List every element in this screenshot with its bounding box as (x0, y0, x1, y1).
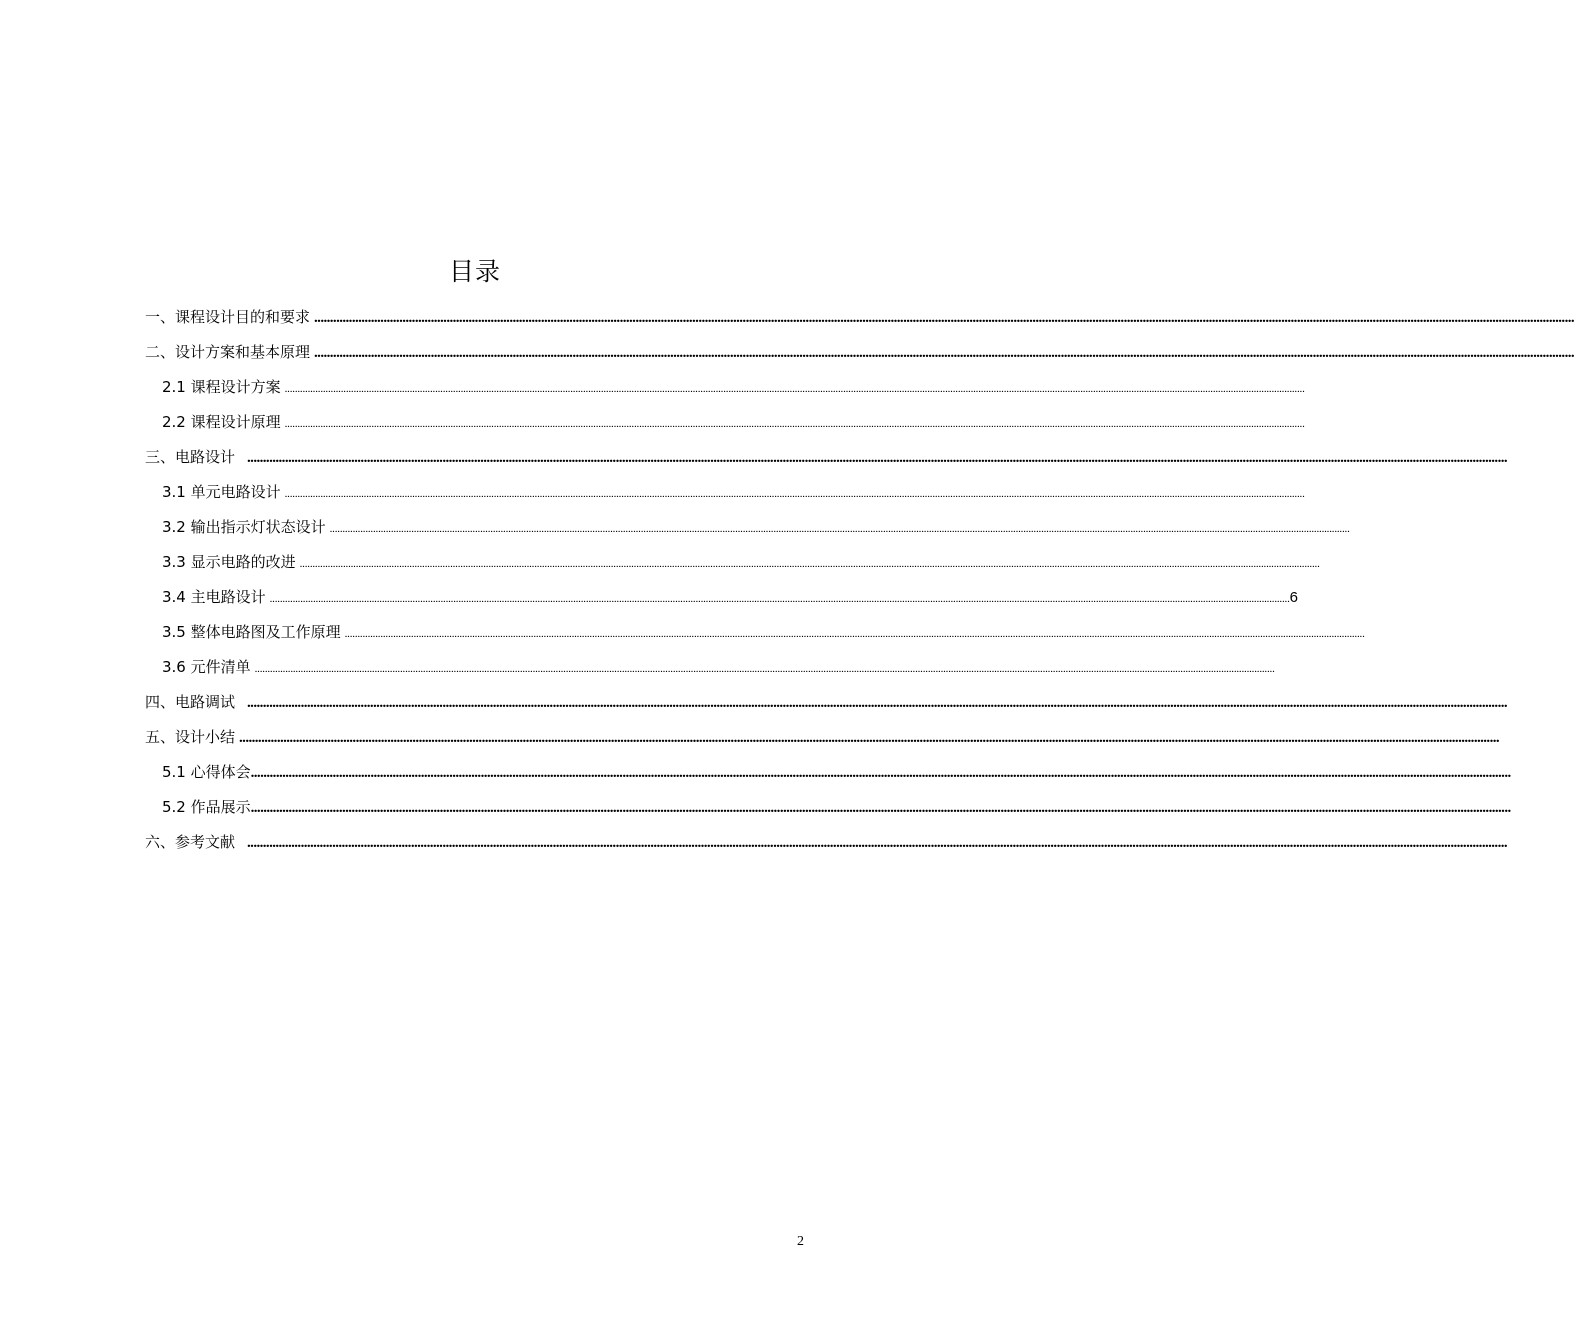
toc-entry-label: 3.5 整体电路图及工作原理 (162, 623, 341, 641)
toc-leader-dots: ................................................................................................................................................................................................................................................................................................................................................................................................................ (314, 310, 1574, 326)
toc-entry[interactable] (145, 726, 1500, 748)
toc-entry-label: 六、参考文献 (145, 833, 236, 851)
toc-entry-label: 3.2 输出指示灯状态设计 (162, 518, 326, 536)
toc-leader-dots: ................................................................................................................................................................................................................................................................................................................................................................................................................ (344, 628, 1365, 640)
toc-entry[interactable] (162, 656, 1275, 678)
toc-entry-label: 3.4 主电路设计 (162, 588, 266, 606)
toc-title: 目录 (448, 257, 501, 286)
toc-entry[interactable] (145, 831, 1508, 853)
toc-entry-label: 一、课程设计目的和要求 (145, 308, 311, 326)
toc-entry[interactable] (162, 796, 1511, 818)
toc-leader-dots: ................................................................................................................................................................................................................................................................................................................................................................................................................ (250, 800, 1511, 816)
toc-entry-label: 2.1 课程设计方案 (162, 378, 281, 396)
toc-leader-dots: ................................................................................................................................................................................................................................................................................................................................................................................................................ (269, 593, 1290, 605)
toc-entry-label: 三、电路设计 (145, 448, 236, 466)
toc-entry-page: 6 (1289, 589, 1298, 606)
toc-leader-dots: ................................................................................................................................................................................................................................................................................................................................................................................................................ (247, 450, 1508, 466)
toc-entry[interactable] (162, 516, 1350, 538)
toc-leader-dots: ................................................................................................................................................................................................................................................................................................................................................................................................................ (239, 730, 1500, 746)
toc-leader-dots: ................................................................................................................................................................................................................................................................................................................................................................................................................ (314, 345, 1574, 361)
toc-entry[interactable] (162, 481, 1305, 503)
toc-entry-label: 2.2 课程设计原理 (162, 413, 281, 431)
toc-entry[interactable] (145, 306, 1574, 328)
toc-leader-dots: ................................................................................................................................................................................................................................................................................................................................................................................................................ (299, 558, 1320, 570)
toc-entry-label: 五、设计小结 (145, 728, 236, 746)
toc-leader-dots: ................................................................................................................................................................................................................................................................................................................................................................................................................ (284, 488, 1305, 500)
toc-entry[interactable] (162, 621, 1365, 643)
toc-leader-dots: ................................................................................................................................................................................................................................................................................................................................................................................................................ (247, 695, 1508, 711)
toc-entry[interactable] (145, 341, 1574, 363)
toc-entry-label: 3.3 显示电路的改进 (162, 553, 296, 571)
toc-entry[interactable] (162, 376, 1305, 398)
toc-leader-dots: ................................................................................................................................................................................................................................................................................................................................................................................................................ (247, 835, 1508, 851)
toc-leader-dots: ................................................................................................................................................................................................................................................................................................................................................................................................................ (284, 383, 1305, 395)
toc-entry[interactable] (145, 691, 1508, 713)
page-number: 2 (797, 1234, 804, 1249)
toc-entry-label: 3.6 元件清单 (162, 658, 251, 676)
toc-entry[interactable] (162, 411, 1305, 433)
toc-entry-label: 3.1 单元电路设计 (162, 483, 281, 501)
toc-entry-label: 5.2 作品展示 (162, 798, 251, 816)
toc-entry[interactable] (162, 551, 1320, 573)
toc-entry[interactable] (145, 446, 1508, 468)
toc-entry[interactable] (162, 586, 1298, 608)
toc-entry[interactable] (162, 761, 1511, 783)
toc-leader-dots: ................................................................................................................................................................................................................................................................................................................................................................................................................ (329, 523, 1350, 535)
toc-leader-dots: ................................................................................................................................................................................................................................................................................................................................................................................................................ (254, 663, 1275, 675)
toc-leader-dots: ................................................................................................................................................................................................................................................................................................................................................................................................................ (284, 418, 1305, 430)
toc-entry-label: 四、电路调试 (145, 693, 236, 711)
toc-leader-dots: ................................................................................................................................................................................................................................................................................................................................................................................................................ (250, 765, 1511, 781)
toc-entry-label: 二、设计方案和基本原理 (145, 343, 311, 361)
toc-entry-label: 5.1 心得体会 (162, 763, 251, 781)
